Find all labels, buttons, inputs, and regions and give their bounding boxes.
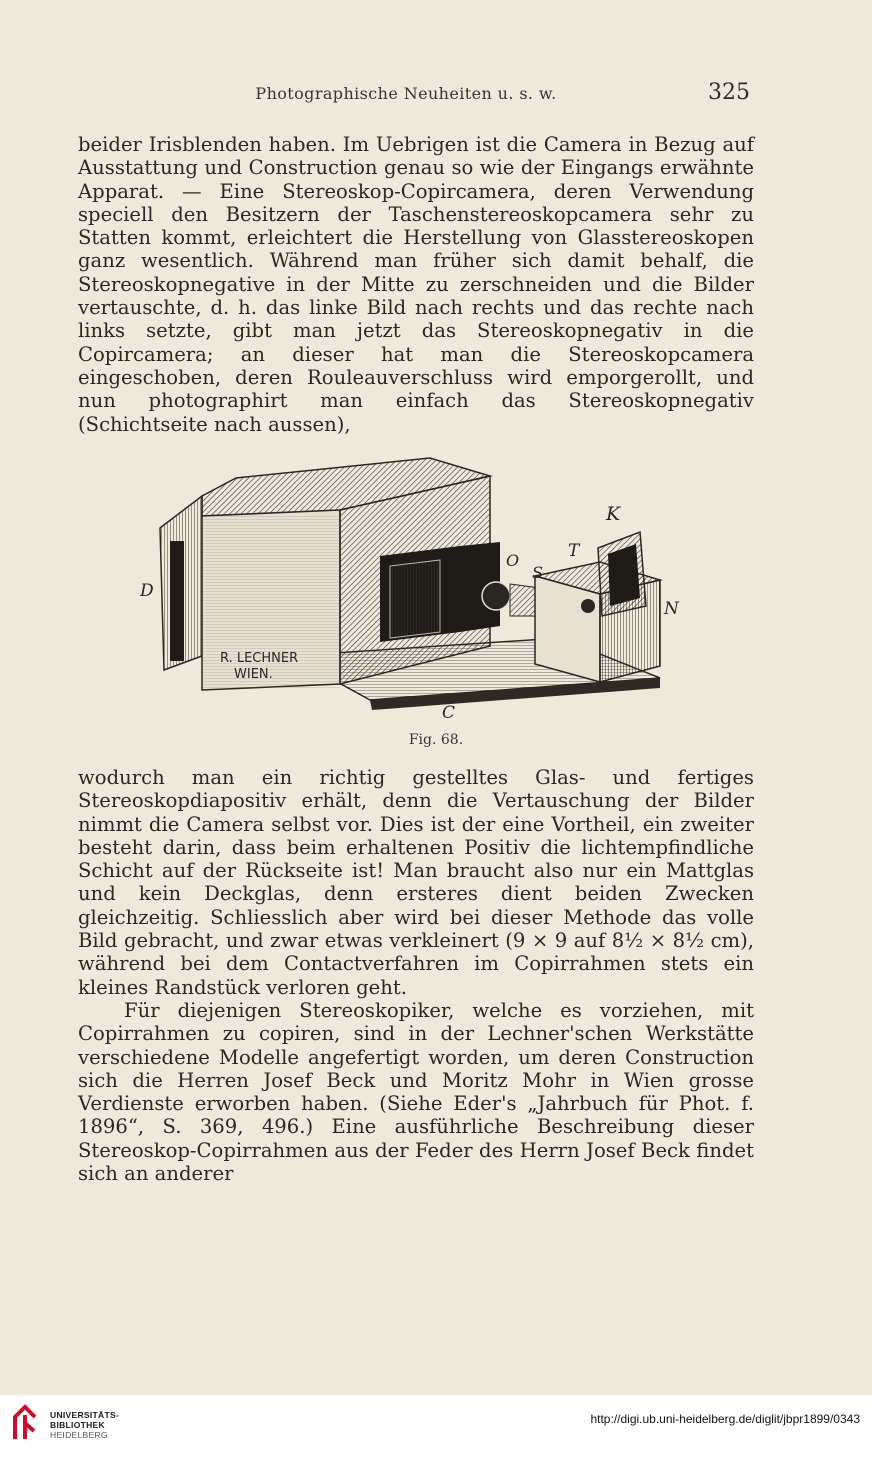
page-header (0, 80, 872, 114)
paragraph: beider Irisblenden haben. Im Uebrigen ist die Camera in Bezug auf Ausstattung und Construction genau so wie der Eingangs erwähnte Apparat. — Eine Stereoskop-Copircamera, deren Verwendung speciell den Besitzern der Taschenstereoskopcamera sehr zu Statten kommt, erleichtert die Herstellung von Glasstereoskopen ganz wesentlich. Während man früher sich damit behalf, die Stereoskopnegative in der Mitte zu zerschneiden und die Bilder vertauschte, d. h. das linke Bild nach rechts und das rechte nach links setzte, gibt man jetzt das Stereoskopnegativ in die Copircamera; an dieser hat man die Stereoskopcamera eingeschoben, deren Rouleauverschluss wird emporgerollt, und nun photographirt man einfach das Stereoskopnegativ (Schichtseite nach aussen), (78, 133, 754, 436)
library-name[interactable] (50, 1410, 119, 1440)
library-line: BIBLIOTHEK (50, 1420, 105, 1430)
body-text-top (78, 133, 754, 436)
library-line: UNIVERSITÄTS- (50, 1410, 120, 1420)
label-k: K (606, 503, 621, 525)
running-title: Photographische Neuheiten u. s. w. (255, 84, 557, 103)
figure-caption: Fig. 68. (408, 732, 464, 748)
maker-name: R. LECHNER (220, 651, 299, 666)
library-logo-icon[interactable] (10, 1403, 40, 1441)
label-t: T (568, 541, 580, 561)
label-o: O (506, 551, 520, 570)
figure-stereoscope-copy-camera (140, 456, 700, 718)
label-c: C (442, 703, 456, 718)
library-line: HEIDELBERG (50, 1430, 108, 1440)
digitization-footer (0, 1395, 872, 1458)
maker-city: WIEN. (234, 667, 273, 682)
label-n: N (664, 599, 679, 619)
camera-engraving (140, 456, 700, 718)
label-s: S (532, 563, 543, 582)
paragraph: Für diejenigen Stereoskopiker, welche es vorziehen, mit Copirrahmen zu copiren, sind in der Lechner'schen Werkstätte verschiedene Modelle angefertigt worden, um deren Construction sich die Herren Josef Beck und Moritz Mohr in Wien grosse Verdienste erworben haben. (Siehe Eder's „Jahrbuch für Phot. f. 1896“, S. 369, 496.) Eine ausführliche Beschreibung dieser Stereoskop-Copirrahmen aus der Feder des Herrn Josef Beck findet sich an anderer (78, 998, 754, 1186)
source-url-link[interactable]: http://digi.ub.uni-heidelberg.de/diglit/jbpr1899/0343 (590, 1412, 860, 1426)
body-text-bottom (78, 766, 754, 1185)
page-number: 325 (708, 80, 750, 105)
paragraph: wodurch man ein richtig gestelltes Glas- und fertiges Stereoskopdiapositiv erhält, denn die Vertauschung der Bilder nimmt die Camera selbst vor. Dies ist der eine Vortheil, ein zweiter besteht darin, dass beim erhaltenen Positiv die lichtempfindliche Schicht auf der Rückseite ist! Man braucht also nur ein Mattglas und kein Deckglas, denn ersteres dient beiden Zwecken gleichzeitig. Schliesslich aber wird bei dieser Methode das volle Bild gebracht, und zwar etwas verkleinert (9 × 9 auf 8½ × 8½ cm), während bei dem Contactverfahren im Copirrahmen stets ein kleines Randstück verloren geht. (78, 766, 754, 999)
label-d: D (140, 581, 154, 601)
